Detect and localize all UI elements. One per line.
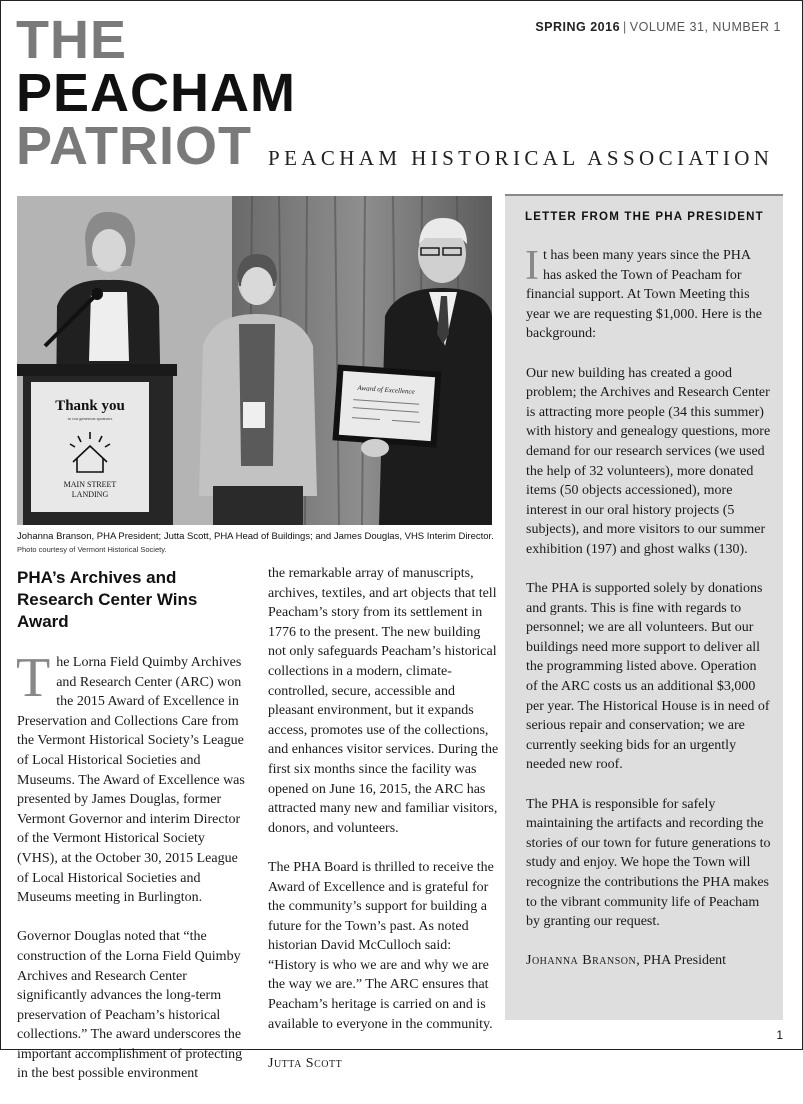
issue-volume: VOLUME 31, NUMBER 1 — [629, 20, 781, 34]
letter-body — [525, 243, 771, 991]
organization-name: PEACHAM HISTORICAL ASSOCIATION — [268, 146, 774, 170]
photo-credit: Photo courtesy of Vermont Historical Society. — [17, 545, 167, 554]
letter-title: LETTER FROM THE PHA PRESIDENT — [525, 211, 764, 223]
issue-season: SPRING 2016 — [535, 20, 621, 34]
letter-signature-title: , PHA President — [636, 953, 727, 969]
letter-paragraph: The PHA is responsible for safely maintaining the artifacts and recording the stories of our town for future generations to study and enjoy. We hope the Town will recognize the contributions the PHA makes to the vibrant community life of Peacham by granting our request. — [526, 796, 771, 930]
award-photo — [17, 196, 492, 525]
letter-paragraph-text: t has been many years since the PHA has asked the Town of Peacham for financial support. At Town Meeting this year we are requesting $1,000. Here is the background: — [526, 248, 762, 342]
letter-paragraph: Our new building has created a good problem; the Archives and Research Center is attracting more people (34 this summer) with history and genealogy questions, more demand for our research services (we used the help of 32 volunteers), more donated items (50 objects accessioned), more interest in our oral history projects (5 subjects), and more visitors to our summer exhibition (197) and ghost walks (130). — [526, 365, 771, 557]
sign-subtitle: to our generous sponsors — [67, 416, 113, 421]
sign-logo-line2: LANDING — [71, 490, 109, 499]
award-photo-illustration — [17, 196, 492, 525]
article-column-2 — [268, 564, 500, 1093]
article-paragraph: Governor Douglas noted that “the construction of the Lorna Field Quimby Archives and Research Center significantly advances the long-term preservation of Peacham’s historical collections.” The award underscores the important accomplishment of protecting in the best possible environment — [17, 929, 243, 1082]
masthead-line-peacham: PEACHAM — [16, 62, 297, 123]
president-letter-box — [505, 196, 783, 1020]
letter-signature-name: Johanna Branson — [526, 953, 637, 969]
letter-paragraph — [525, 243, 771, 344]
photo-caption: Johanna Branson, PHA President; Jutta Scott, PHA Head of Buildings; and James Douglas, VHS Interim Director. — [17, 531, 494, 542]
letter-paragraph: The PHA is supported solely by donations and grants. This is fine with regards to personnel; we are all volunteers. But our buildings need more support to deliver all the programming listed above. Operation of the ARC costs us an additional $3,000 per year. The Historical House is in need of serious repair and conservation; we are currently seeking bids for an urgently needed new roof. — [526, 581, 770, 773]
article-paragraph-text: he Lorna Field Quimby Archives and Research Center (ARC) won the 2015 Award of Excellence in Preservation and Collections Care from the Vermont Historical Society’s League of Local Historical Societies and Museums. The Award of Excellence was presented by James Douglas, former Vermont Governor and interim Director of the Vermont Historical Society (VHS), at the October 30, 2015 League of Local Historical Societies and Museums meeting in Burlington. — [17, 655, 245, 906]
masthead — [16, 10, 297, 176]
article-paragraph: The PHA Board is thrilled to receive the Award of Excellence and is grateful for the community’s support for building a future for the Town’s past. As noted historian David McCulloch said: “History is who we are and why we are the way we are.” The ARC ensures that Peacham’s heritage is carried on and is available to everyone in the community. — [268, 859, 494, 1032]
masthead-line-the: THE — [16, 10, 127, 70]
page-number: 1 — [776, 1028, 783, 1042]
article-column-1 — [16, 647, 247, 1104]
article-dropcap: T — [16, 647, 51, 709]
article-paragraph: the remarkable array of manuscripts, archives, textiles, and art objects that tell Peacham’s story from its settlement in 1776 to the present. The new building not only safeguards Peacham’s historical collections in a modern, climate-controlled, secure, accessible and pleasant environment, but it expands access, promotes use of the collections, and enhances visitor services. During the first six months since the facility was opened on June 16, 2015, the ARC has attracted many new and familiar visitors, donors, and volunteers. — [268, 566, 499, 836]
issue-separator: | — [623, 20, 627, 34]
article-headline: PHA’s Archives and Research Center Wins Award — [17, 568, 198, 632]
letter-signature — [526, 951, 771, 971]
sign-logo-line1: MAIN STREET — [63, 480, 117, 489]
article-paragraph — [16, 647, 247, 908]
issue-info — [535, 20, 781, 34]
article-signature: Jutta Scott — [268, 1055, 343, 1071]
certificate-title: Award of Excellence — [357, 383, 415, 396]
masthead-line-patriot: PATRIOT — [16, 115, 252, 176]
letter-dropcap: I — [525, 243, 539, 289]
sign-title: Thank you — [55, 398, 125, 414]
